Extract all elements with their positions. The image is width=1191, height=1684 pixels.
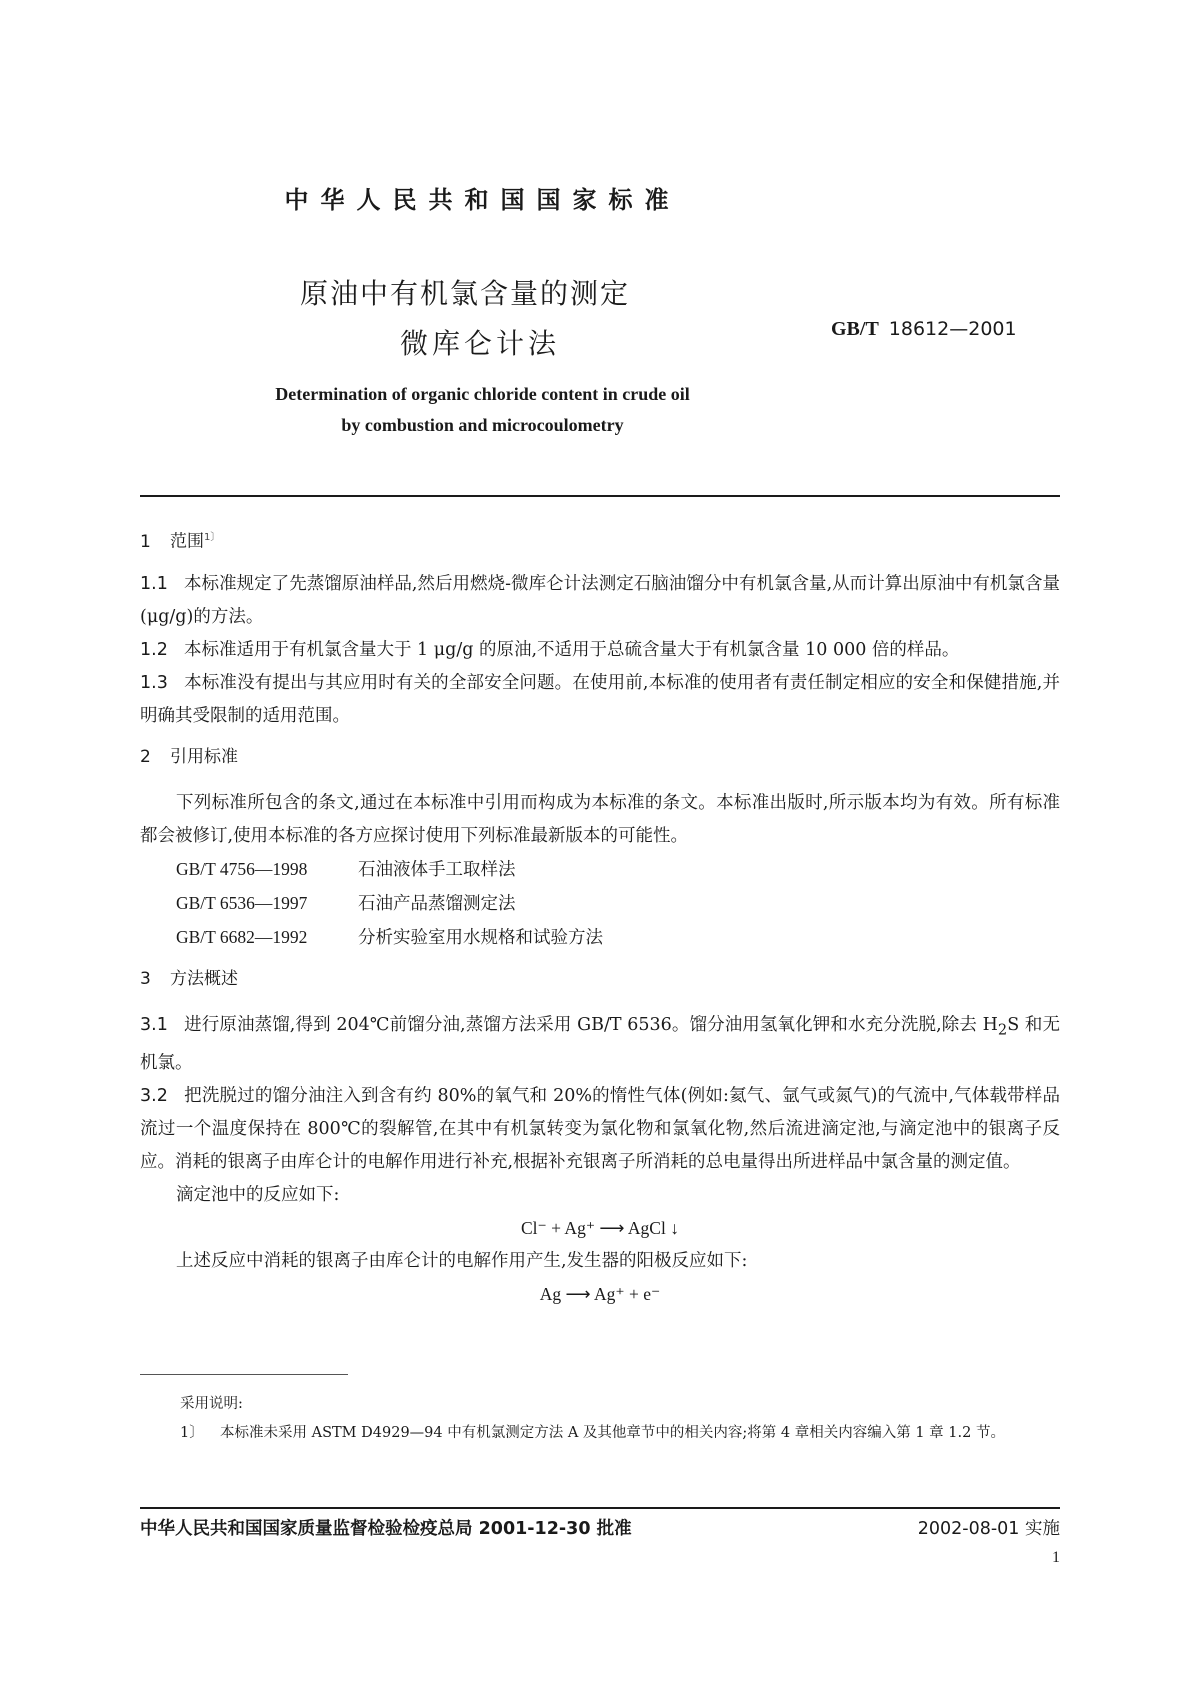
- footnote-ref[interactable]: 1〕: [204, 532, 221, 543]
- anode-intro: 上述反应中消耗的银离子由库仑计的电解作用产生,发生器的阳极反应如下:: [176, 1250, 748, 1271]
- clause-1-3: [140, 667, 1060, 733]
- clause-text: 本标准规定了先蒸馏原油样品,然后用燃烧-微库仑计法测定石脑油馏分中有机氯含量,从而计算出原油中有机氯含量(μg/g)的方法。: [140, 574, 1060, 627]
- reference-code: GB/T 6536—1997: [176, 893, 308, 913]
- reference-name: 石油液体手工取样法: [358, 860, 516, 880]
- reference-code: GB/T 6682—1992: [176, 927, 308, 947]
- section-3-heading: [140, 961, 1060, 1009]
- clause-3-1: [140, 1009, 1060, 1080]
- issuing-authority: 中华人民共和国国家标准: [284, 186, 681, 214]
- clause-1-1: [140, 568, 1060, 634]
- section-number: 1: [140, 531, 151, 552]
- section-title: 范围: [170, 531, 204, 552]
- footnote-mark: 1〕: [180, 1425, 204, 1441]
- section-2-heading: [140, 739, 1060, 787]
- footnote-text: 本标准未采用 ASTM D4929—94 中有机氯测定方法 A 及其他章节中的相关内容;将第 4 章相关内容编入第 1 章 1.2 节。: [220, 1425, 1005, 1441]
- section-number: 3: [140, 969, 151, 989]
- effective-date: 2002-08-01 实施: [917, 1519, 1060, 1539]
- clause-number: 3.2: [140, 1085, 168, 1106]
- clause-1-2: [140, 634, 1060, 667]
- footnote-rule: [140, 1374, 348, 1375]
- reaction-intro: 滴定池中的反应如下:: [176, 1184, 340, 1205]
- page-number: 1: [1052, 1549, 1060, 1566]
- clause-3-2: [140, 1080, 1060, 1179]
- standard-prefix: GB/T: [831, 318, 879, 340]
- clause-number: 1.2: [140, 640, 168, 660]
- title-en-line2: by combustion and microcoulometry: [341, 415, 624, 435]
- clause-text-end: S 和无机氯。: [140, 1015, 1060, 1073]
- reference-code: GB/T 4756—1998: [176, 859, 308, 879]
- section-1-heading: [140, 520, 1060, 568]
- footnote-label: 采用说明:: [180, 1396, 243, 1412]
- clause-text: 本标准没有提出与其应用时有关的全部安全问题。在使用前,本标准的使用者有责任制定相应的安全和保健措施,并明确其受限制的适用范围。: [140, 673, 1060, 726]
- clause-number: 1.3: [140, 673, 168, 693]
- title-cn-line2: 微库仑计法: [400, 327, 561, 360]
- reference-item: [140, 887, 1060, 921]
- clause-text: 本标准适用于有机氯含量大于 1 μg/g 的原油,不适用于总硫含量大于有机氯含量 10 000 倍的样品。: [184, 640, 960, 660]
- footnote-entry: [180, 1419, 1060, 1448]
- equation-precipitation: Cl⁻ + Ag⁺ ⟶ AgCl ↓: [521, 1217, 679, 1238]
- reference-item: [140, 853, 1060, 887]
- title-cn-line1: 原油中有机氯含量的测定: [300, 277, 631, 310]
- section-title: 方法概述: [170, 969, 238, 989]
- equation-anode: Ag ⟶ Ag⁺ + e⁻: [539, 1283, 661, 1304]
- footer-rule: [140, 1507, 1060, 1509]
- clause-number: 3.1: [140, 1015, 168, 1035]
- footnote-block: [180, 1390, 1060, 1448]
- standard-number: [831, 316, 1017, 341]
- section-number: 2: [140, 747, 151, 767]
- reference-item: [140, 921, 1060, 955]
- normative-refs-intro: 下列标准所包含的条文,通过在本标准中引用而构成为本标准的条文。本标准出版时,所示版本均为有效。所有标准都会被修订,使用本标准的各方应探讨使用下列标准最新版本的可能性。: [140, 793, 1060, 846]
- header-rule: [140, 495, 1060, 497]
- clause-text: 进行原油蒸馏,得到 204℃前馏分油,蒸馏方法采用 GB/T 6536。馏分油用氢氧化钾和水充分洗脱,除去 H: [184, 1015, 998, 1035]
- reference-name: 分析实验室用水规格和试验方法: [358, 928, 603, 948]
- standard-code: 18612—2001: [888, 318, 1017, 340]
- clause-number: 1.1: [140, 574, 168, 594]
- section-title: 引用标准: [170, 747, 238, 767]
- reference-name: 石油产品蒸馏测定法: [358, 894, 516, 914]
- approval-line: 中华人民共和国国家质量监督检验检疫总局 2001-12-30 批准: [140, 1519, 632, 1539]
- title-en-line1: Determination of organic chloride content in crude oil: [275, 384, 690, 404]
- document-body: [140, 520, 1060, 1311]
- clause-text: 把洗脱过的馏分油注入到含有约 80%的氧气和 20%的惰性气体(例如:氦气、氩气或氮气)的气流中,气体载带样品流过一个温度保持在 800℃的裂解管,在其中有机氯转变为氯化物和氯氧化物,然后流进滴定池,与滴定池中的银离子反应。消耗的银离子由库仑计的电解作用进行补充,根据补充银离子所消耗的总电量得出所进样品中氯含量的测定值。: [140, 1085, 1060, 1172]
- subscript: 2: [997, 1021, 1008, 1039]
